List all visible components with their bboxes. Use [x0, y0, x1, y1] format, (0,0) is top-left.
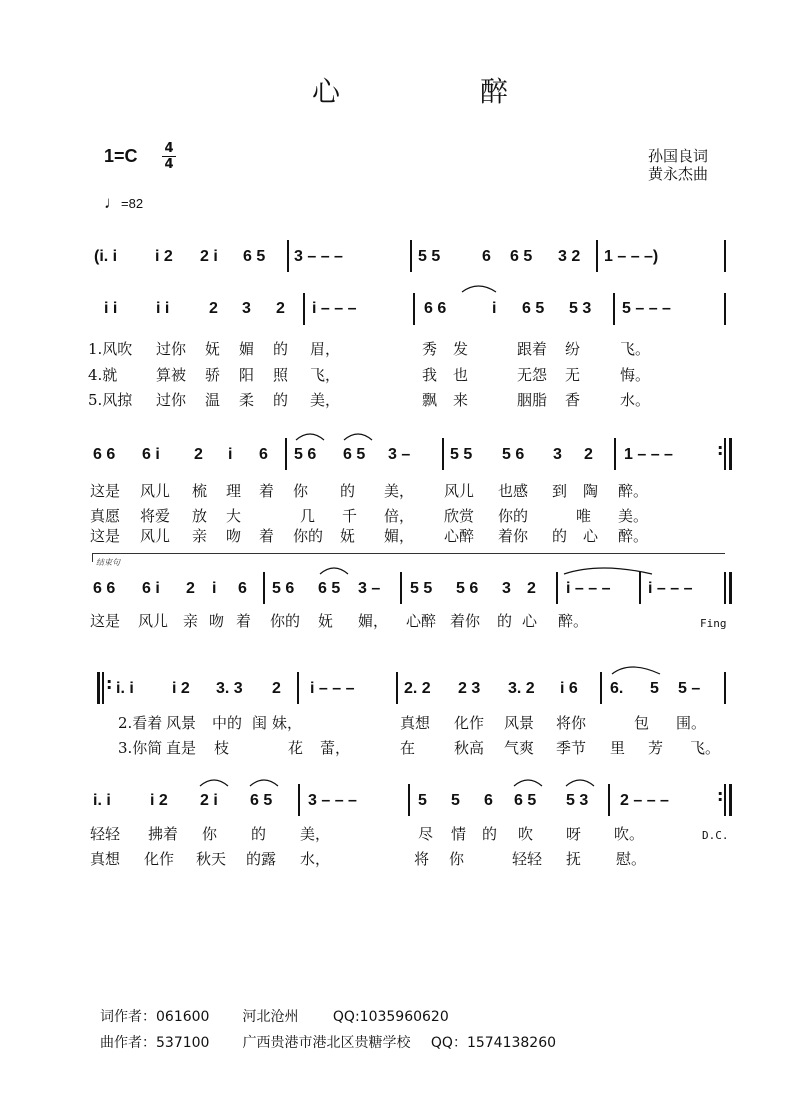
lyric: 枝 — [214, 739, 230, 757]
note-group: 1 – – – — [624, 446, 673, 463]
lyric: 醉。 — [618, 527, 649, 545]
note-group: i. i — [116, 680, 134, 697]
lyric: 美， — [300, 825, 331, 843]
note-group: 3 – – – — [294, 248, 343, 265]
slur — [320, 568, 348, 574]
lyric: 将爱 — [140, 507, 171, 525]
note-group: 2 i — [200, 792, 218, 809]
note-group: 6 i — [142, 580, 160, 597]
composer-place: 广西贵港市港北区贵糖学校 — [242, 1035, 411, 1051]
slur — [566, 780, 594, 786]
lyric: 你的 — [498, 507, 529, 525]
note-group: 5 — [451, 792, 460, 809]
lyric: 眉， — [310, 340, 341, 358]
lyric: 发 — [453, 340, 469, 358]
note-group: 6 5 — [243, 248, 266, 265]
lyric: 围。 — [676, 714, 707, 732]
lyric: 亲 — [183, 612, 199, 630]
lyric: 风儿 — [140, 527, 171, 545]
note-group: 5 – — [678, 680, 701, 697]
time-signature-bottom: 4 — [164, 157, 174, 172]
lyric: 亲 — [192, 527, 208, 545]
lyric: 你 — [202, 825, 218, 843]
note-group: 2 — [584, 446, 593, 463]
lyric: 风儿 — [138, 612, 169, 630]
composer-contact — [100, 1032, 556, 1052]
lyric: 到 — [552, 482, 568, 500]
composer-code: 537100 — [156, 1035, 210, 1051]
lyric: 倍， — [384, 507, 415, 525]
lyric: 气爽 — [504, 739, 535, 757]
note-group: 6 5 — [522, 300, 545, 317]
lyric: 欣赏 — [444, 507, 475, 525]
lyric: 直是 — [166, 739, 197, 757]
lyric: 着 — [236, 612, 252, 630]
note-group: 2 — [209, 300, 218, 317]
lyric: 风景 — [504, 714, 535, 732]
lyric: 来 — [453, 391, 469, 409]
note-group: 3. 2 — [508, 680, 535, 697]
note-group: 3 – – – — [308, 792, 357, 809]
lyric: 无 — [565, 366, 581, 384]
lyric: 的 — [273, 340, 289, 358]
lyric: 2.看着 — [118, 714, 163, 732]
lyric: 心 — [583, 527, 599, 545]
note-group: 6. — [610, 680, 624, 697]
lyric: 的 — [552, 527, 568, 545]
lyric: 闺 — [252, 714, 268, 732]
lyric: 吹 — [518, 825, 534, 843]
lyric: 季节 — [556, 739, 587, 757]
lyric: 花 — [288, 739, 304, 757]
lyric: 芳 — [648, 739, 664, 757]
lyric: 着你 — [450, 612, 481, 630]
lyric: 纷 — [565, 340, 581, 358]
note-group: 6 6 — [424, 300, 447, 317]
note-group: i i — [156, 300, 170, 317]
lyric: 你 — [293, 482, 309, 500]
lyric: 柔 — [239, 391, 255, 409]
lyric: 风儿 — [140, 482, 171, 500]
note-group: 5 3 — [566, 792, 589, 809]
note-group: 3 — [242, 300, 251, 317]
lyric: 你的 — [293, 527, 324, 545]
note-group: i — [212, 580, 217, 597]
note-group: 6 — [259, 446, 268, 463]
note-group: 3 2 — [558, 248, 581, 265]
lyric: 几 — [300, 507, 316, 525]
lyricist-credit: 孙国良词 — [648, 147, 709, 165]
lyric: 放 — [192, 507, 208, 525]
note-group: i – – – — [312, 300, 357, 317]
lyric: 香 — [565, 391, 581, 409]
lyric: 1.风吹 — [88, 340, 133, 358]
lyric: 这是 — [90, 612, 121, 630]
lyric: 轻轻 — [512, 850, 543, 868]
lyric: 飞。 — [620, 340, 651, 358]
lyricist-place: 河北沧州 — [242, 1009, 299, 1025]
lyric: 理 — [226, 482, 242, 500]
lyric: 4.就 — [88, 366, 118, 384]
lyric: 千 — [342, 507, 358, 525]
lyric: 梳 — [192, 482, 208, 500]
note-group: (i. i — [94, 248, 118, 265]
note-group: i 2 — [155, 248, 173, 265]
lyric: 大 — [226, 507, 242, 525]
note-group: 6 — [482, 248, 491, 265]
lyric: 我 — [422, 366, 438, 384]
note-group: i i — [104, 300, 118, 317]
note-group: 2 — [276, 300, 285, 317]
note-group: 5 3 — [569, 300, 592, 317]
note-group: i – – – — [566, 580, 611, 597]
slur — [612, 667, 660, 674]
lyric: 呀 — [566, 825, 582, 843]
lyric: 水， — [300, 850, 331, 868]
slur — [296, 434, 324, 440]
note-group: 5 5 — [410, 580, 433, 597]
lyric: 照 — [273, 366, 289, 384]
lyric: 媚 — [239, 340, 255, 358]
lyric: 化作 — [144, 850, 175, 868]
lyric: 吹。 — [614, 825, 645, 843]
note-group: 6 — [238, 580, 247, 597]
lyric: 心醉 — [444, 527, 475, 545]
lyric: 水。 — [620, 391, 651, 409]
key-signature: 1=C — [104, 146, 138, 166]
lyric: 胭脂 — [517, 391, 548, 409]
slur — [344, 434, 372, 440]
title-char-2: 醉 — [480, 75, 511, 108]
lyric: 你 — [449, 850, 465, 868]
lyricist-label: 词作者： — [100, 1009, 156, 1025]
note-group: i — [492, 300, 497, 317]
lyric: 吻 — [226, 527, 242, 545]
lyric: 也 — [453, 366, 469, 384]
lyric: 唯 — [576, 507, 592, 525]
lyric: 将 — [414, 850, 430, 868]
lyric: 尽 — [418, 825, 434, 843]
note-group: 5 — [650, 680, 659, 697]
lyric: 3.你简 — [118, 739, 163, 757]
note-group: i 2 — [150, 792, 168, 809]
lyric: 5.风掠 — [88, 391, 133, 409]
lyricist-code: 061600 — [156, 1009, 210, 1025]
lyric: 也感 — [498, 482, 529, 500]
lyric: 着你 — [498, 527, 529, 545]
note-group: 6 5 — [514, 792, 537, 809]
quarter-note-icon: ♩ — [104, 193, 121, 212]
lyric: 心醉 — [406, 612, 437, 630]
slur — [564, 568, 652, 574]
lyric: 飘 — [422, 391, 438, 409]
lyric: 过你 — [156, 340, 187, 358]
lyric: 妩 — [318, 612, 334, 630]
lyric: 真愿 — [90, 507, 121, 525]
lyric: 的 — [340, 482, 356, 500]
lyric: 过你 — [156, 391, 187, 409]
lyric: 温 — [205, 391, 221, 409]
lyric: 醉。 — [618, 482, 649, 500]
lyric: 美， — [310, 391, 341, 409]
composer-label: 曲作者： — [100, 1035, 156, 1051]
lyric: 悔。 — [620, 366, 651, 384]
lyric: 媚， — [384, 527, 415, 545]
composer-credit: 黄永杰曲 — [648, 165, 709, 183]
lyric: 妩 — [340, 527, 356, 545]
lyric: 无怨 — [517, 366, 548, 384]
lyric: 真想 — [400, 714, 431, 732]
lyric: 的 — [497, 612, 513, 630]
note-group: 3 – — [358, 580, 381, 597]
lyricist-qq: QQ:1035960620 — [332, 1009, 449, 1025]
lyric: 美， — [384, 482, 415, 500]
lyric: 吻 — [209, 612, 225, 630]
slur — [250, 780, 278, 786]
lyric: 算被 — [156, 366, 187, 384]
lyric: 慰。 — [616, 850, 647, 868]
note-group: 6 6 — [93, 446, 116, 463]
note-group: 2 i — [200, 248, 218, 265]
note-group: 2 — [194, 446, 203, 463]
lyric: 心 — [522, 612, 538, 630]
lyric: 飞。 — [690, 739, 721, 757]
tempo-value: =82 — [121, 196, 144, 211]
lyric: 的 — [482, 825, 498, 843]
lyric: 陶 — [583, 482, 599, 500]
note-group: 2. 2 — [404, 680, 431, 697]
repeat-dots: : — [717, 786, 724, 805]
lyric: 轻轻 — [90, 825, 121, 843]
slur — [514, 780, 542, 786]
lyric: 跟着 — [517, 340, 548, 358]
lyric: 骄 — [205, 366, 221, 384]
lyric: 将你 — [556, 714, 587, 732]
note-group: i – – – — [648, 580, 693, 597]
note-group: 5 6 — [294, 446, 317, 463]
note-group: 6 i — [142, 446, 160, 463]
lyric: 秀 — [422, 340, 438, 358]
lyric: 秋天 — [196, 850, 227, 868]
repeat-dots: : — [717, 440, 724, 459]
note-group: 5 — [418, 792, 427, 809]
lyric: 飞， — [310, 366, 341, 384]
lyric: 中的 — [212, 714, 243, 732]
note-group: 1 – – –) — [604, 248, 659, 265]
note-group: 2 – – – — [620, 792, 669, 809]
note-group: 6 5 — [318, 580, 341, 597]
lyric: 着 — [259, 527, 275, 545]
lyric: 蕾， — [320, 739, 351, 757]
lyric: 的 — [251, 825, 267, 843]
note-group: 5 5 — [418, 248, 441, 265]
slur — [200, 780, 228, 786]
lyric: 着 — [259, 482, 275, 500]
lyric: 这是 — [90, 527, 121, 545]
lyric: 的 — [273, 391, 289, 409]
lyric: 拂着 — [148, 825, 179, 843]
lyric: 媚， — [358, 612, 389, 630]
note-group: 6 5 — [510, 248, 533, 265]
lyric: 醉。 — [558, 612, 589, 630]
fine-marking: Fing — [700, 617, 727, 630]
note-group: i 6 — [560, 680, 578, 697]
lyric: 真想 — [90, 850, 121, 868]
note-group: 5 5 — [450, 446, 473, 463]
slur — [462, 286, 496, 292]
composer-qq: QQ：1574138260 — [430, 1035, 557, 1051]
note-group: 6 6 — [93, 580, 116, 597]
note-group: 2 — [527, 580, 536, 597]
lyric: 化作 — [454, 714, 485, 732]
note-group: 6 5 — [343, 446, 366, 463]
note-group: 6 — [484, 792, 493, 809]
lyric: 妩 — [205, 340, 221, 358]
note-group: i. i — [93, 792, 111, 809]
note-group: 5 6 — [502, 446, 525, 463]
note-group: 5 – – – — [622, 300, 671, 317]
lyric: 你的 — [270, 612, 301, 630]
note-group: i — [228, 446, 233, 463]
lyric: 里 — [610, 739, 626, 757]
note-group: 3. 3 — [216, 680, 243, 697]
note-group: 3 – — [388, 446, 411, 463]
note-group: 2 — [272, 680, 281, 697]
note-group: 5 6 — [272, 580, 295, 597]
lyric: 包 — [634, 714, 650, 732]
lyric: 阳 — [239, 366, 255, 384]
lyric: 风景 — [166, 714, 197, 732]
title-char-1: 心 — [312, 75, 343, 108]
lyric: 在 — [400, 739, 416, 757]
lyric: 的露 — [246, 850, 277, 868]
dc-marking: D.C. — [702, 829, 729, 842]
ending-bracket-label: 结束句 — [96, 558, 120, 567]
note-group: i – – – — [310, 680, 355, 697]
note-group: 6 5 — [250, 792, 273, 809]
repeat-dots: : — [106, 674, 113, 693]
note-group: i 2 — [172, 680, 190, 697]
note-group: 5 6 — [456, 580, 479, 597]
lyric: 情 — [451, 825, 467, 843]
lyric: 秋高 — [454, 739, 485, 757]
note-group: 2 3 — [458, 680, 481, 697]
lyricist-contact — [100, 1006, 449, 1026]
time-signature-top: 4 — [164, 141, 174, 156]
note-group: 3 — [553, 446, 562, 463]
lyric: 美。 — [618, 507, 649, 525]
lyric: 妹， — [272, 714, 303, 732]
lyric: 抚 — [566, 850, 582, 868]
note-group: 2 — [186, 580, 195, 597]
lyric: 风儿 — [444, 482, 475, 500]
note-group: 3 — [502, 580, 511, 597]
lyric: 这是 — [90, 482, 121, 500]
